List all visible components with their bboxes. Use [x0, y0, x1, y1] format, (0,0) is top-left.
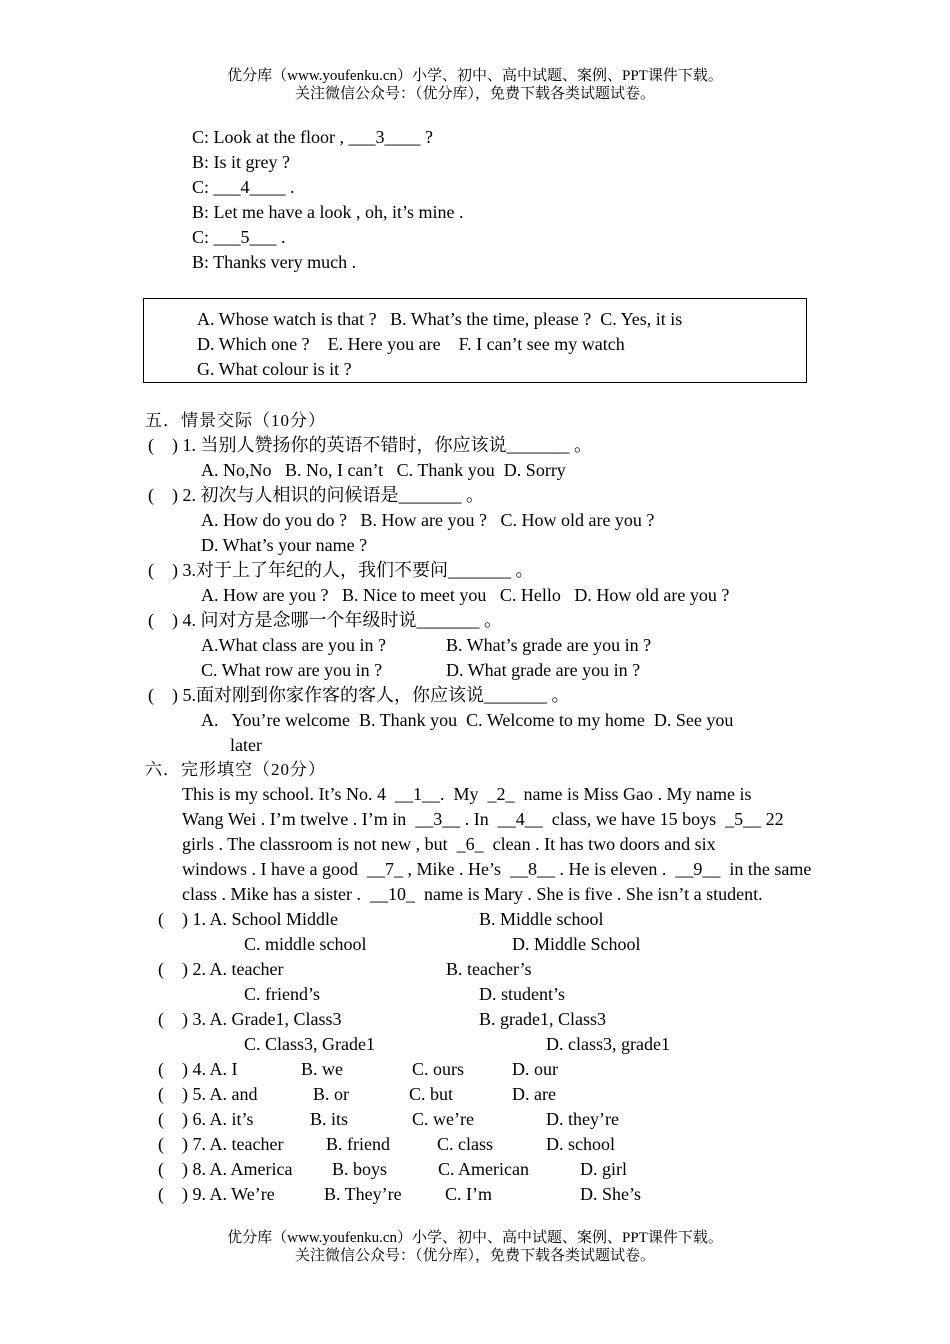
- cloze-q6-d: D. they’re: [546, 1109, 619, 1129]
- cloze-q7-b: B. friend: [326, 1134, 390, 1154]
- cloze-q1-a: ( ) 1. A. School Middle: [158, 909, 338, 929]
- cloze-q9-d: D. She’s: [580, 1184, 642, 1204]
- cloze-q8-b: B. boys: [332, 1159, 388, 1179]
- cloze-q4-b: B. we: [301, 1059, 343, 1079]
- cloze-q1-d: D. Middle School: [512, 934, 641, 954]
- cloze-q3-c: C. Class3, Grade1: [244, 1034, 375, 1054]
- cloze-q3-d: D. class3, grade1: [546, 1034, 670, 1054]
- footer-line-2: 关注微信公众号：（优分库），免费下载各类试题试卷。: [294, 1248, 655, 1264]
- option-line: A. Whose watch is that ? B. What’s the time, please ? C. Yes, it is: [197, 309, 683, 329]
- question-line: ( ) 5.面对刚到你家作客的客人，你应该说_______ 。: [148, 685, 570, 705]
- cloze-q4-c: C. ours: [412, 1059, 465, 1079]
- cloze-q5-a: ( ) 5. A. and: [158, 1084, 258, 1104]
- dialogue-line: C: ___5___ .: [192, 227, 286, 247]
- answer-options: A. How do you do ? B. How are you ? C. How old are you ?: [201, 510, 655, 530]
- cloze-q2-c: C. friend’s: [244, 984, 320, 1004]
- cloze-q7-d: D. school: [546, 1134, 615, 1154]
- answer-options-cont: later: [230, 735, 262, 755]
- answer-option: B. What’s grade are you in ?: [446, 635, 652, 655]
- cloze-q3-a: ( ) 3. A. Grade1, Class3: [158, 1009, 342, 1029]
- question-line: ( ) 2. 初次与人相识的问候语是_______ 。: [148, 485, 484, 505]
- question-line: ( ) 4. 问对方是念哪一个年级时说_______ 。: [148, 610, 502, 630]
- cloze-q4-a: ( ) 4. A. I: [158, 1059, 238, 1079]
- passage-line: windows . I have a good __7_ , Mike . He’s __8__ . He is eleven . __9__ in the same: [182, 859, 812, 879]
- cloze-q2-b: B. teacher’s: [446, 959, 532, 979]
- dialogue-line: B: Thanks very much .: [192, 252, 357, 272]
- answer-option: C. What row are you in ?: [201, 660, 383, 680]
- cloze-q6-a: ( ) 6. A. it’s: [158, 1109, 254, 1129]
- cloze-q9-b: B. They’re: [324, 1184, 402, 1204]
- cloze-q5-b: B. or: [313, 1084, 349, 1104]
- answer-option: A.What class are you in ?: [201, 635, 386, 655]
- cloze-q8-c: C. American: [438, 1159, 529, 1179]
- question-line: ( ) 3.对于上了年纪的人，我们不要问_______ 。: [148, 560, 534, 580]
- cloze-q4-d: D. our: [512, 1059, 558, 1079]
- answer-options: D. What’s your name ?: [201, 535, 368, 555]
- answer-options: A. How are you ? B. Nice to meet you C. Hello D. How old are you ?: [201, 585, 730, 605]
- header-line-1: 优分库（www.youfenku.cn）小学、初中、高中试题、案例、PPT课件下载。: [227, 68, 723, 84]
- cloze-q7-a: ( ) 7. A. teacher: [158, 1134, 284, 1154]
- answer-options: A. No,No B. No, I can’t C. Thank you D. Sorry: [201, 460, 566, 480]
- cloze-q8-a: ( ) 8. A. America: [158, 1159, 293, 1179]
- section5-title: 五．情景交际（10分）: [145, 411, 326, 430]
- answer-option: D. What grade are you in ?: [446, 660, 641, 680]
- passage-line: class . Mike has a sister . __10_ name is Mary . She is five . She isn’t a student.: [182, 884, 763, 904]
- cloze-q1-c: C. middle school: [244, 934, 367, 954]
- cloze-q3-b: B. grade1, Class3: [479, 1009, 606, 1029]
- cloze-q9-a: ( ) 9. A. We’re: [158, 1184, 275, 1204]
- passage-line: Wang Wei . I’m twelve . I’m in __3__ . In __4__ class, we have 15 boys _5__ 22: [182, 809, 784, 829]
- cloze-q1-b: B. Middle school: [479, 909, 604, 929]
- option-line: D. Which one ? E. Here you are F. I can’t see my watch: [197, 334, 625, 354]
- section6-title: 六．完形填空（20分）: [145, 760, 326, 779]
- option-line: G. What colour is it ?: [197, 359, 352, 379]
- dialogue-line: C: ___4____ .: [192, 177, 295, 197]
- question-line: ( ) 1. 当别人赞扬你的英语不错时，你应该说_______ 。: [148, 435, 592, 455]
- cloze-q6-b: B. its: [310, 1109, 349, 1129]
- passage-line: girls . The classroom is not new , but _6_ clean . It has two doors and six: [182, 834, 716, 854]
- header-line-2: 关注微信公众号：（优分库），免费下载各类试题试卷。: [294, 86, 655, 102]
- cloze-q2-d: D. student’s: [479, 984, 566, 1004]
- cloze-q7-c: C. class: [437, 1134, 493, 1154]
- dialogue-line: C: Look at the floor , ___3____ ?: [192, 127, 433, 147]
- cloze-q6-c: C. we’re: [412, 1109, 474, 1129]
- footer-line-1: 优分库（www.youfenku.cn）小学、初中、高中试题、案例、PPT课件下载。: [227, 1230, 723, 1246]
- passage-line: This is my school. It’s No. 4 __1__. My _2_ name is Miss Gao . My name is: [182, 784, 752, 804]
- answer-options: A. You’re welcome B. Thank you C. Welcome to my home D. See you: [201, 710, 734, 730]
- cloze-q5-d: D. are: [512, 1084, 556, 1104]
- dialogue-line: B: Let me have a look , oh, it’s mine .: [192, 202, 464, 222]
- cloze-q5-c: C. but: [409, 1084, 454, 1104]
- cloze-q8-d: D. girl: [580, 1159, 627, 1179]
- cloze-q2-a: ( ) 2. A. teacher: [158, 959, 284, 979]
- dialogue-line: B: Is it grey ?: [192, 152, 290, 172]
- cloze-q9-c: C. I’m: [445, 1184, 492, 1204]
